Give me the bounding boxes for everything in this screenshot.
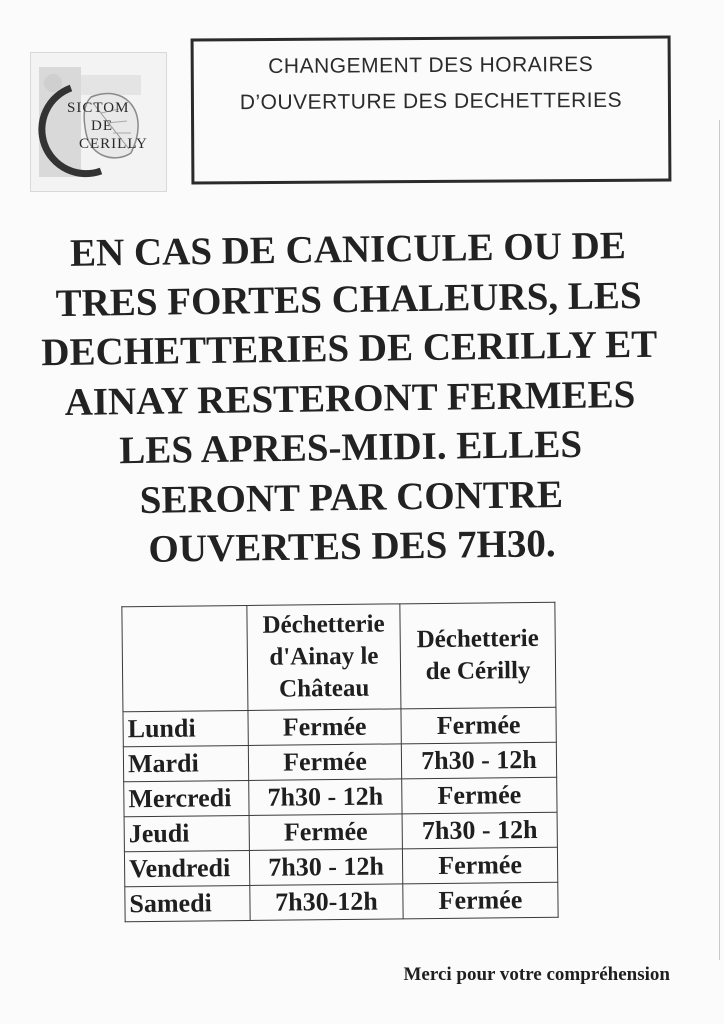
day-cell: Jeudi: [124, 815, 249, 851]
day-cell: Lundi: [123, 710, 248, 746]
cerilly-hours-cell: Fermée: [402, 777, 557, 814]
day-cell: Vendredi: [124, 850, 249, 886]
table-row: [123, 742, 556, 782]
schedule-table-wrapper: [121, 602, 558, 923]
notice-line: EN CAS DE CANICULE OU DE: [69, 224, 627, 275]
ainay-hours-cell: 7h30 - 12h: [249, 779, 402, 816]
cerilly-hours-cell: 7h30 - 12h: [401, 742, 556, 779]
ainay-hours-cell: Fermée: [248, 744, 401, 781]
thanks-message: Merci pour votre compréhension: [403, 964, 670, 985]
ainay-hours-cell: 7h30 - 12h: [249, 849, 402, 886]
day-cell: Mercredi: [124, 780, 249, 816]
header-ainay-line: d'Ainay le: [269, 642, 379, 671]
cerilly-hours-cell: Fermée: [403, 882, 558, 919]
cerilly-hours-cell: 7h30 - 12h: [402, 812, 557, 849]
header-title-line-1: CHANGEMENT DES HORAIRES: [268, 53, 594, 78]
cerilly-hours-cell: Fermée: [401, 707, 556, 744]
ainay-hours-cell: 7h30-12h: [250, 884, 403, 921]
cerilly-hours-cell: Fermée: [402, 847, 557, 884]
header-title-line-2: D’OUVERTURE DES DECHETTERIES: [239, 88, 623, 115]
schedule-table: [121, 602, 558, 923]
logo-text-line-2: DE: [91, 118, 113, 134]
notice-line: TRES FORTES CHALEURS, LES: [55, 273, 642, 325]
table-row: [124, 777, 557, 817]
header-box: [191, 36, 672, 185]
header-ainay: [247, 604, 401, 711]
heatwave-notice: [0, 220, 702, 576]
header-cerilly: [400, 602, 556, 709]
ainay-hours-cell: Fermée: [249, 814, 402, 851]
day-cell: Mardi: [123, 745, 248, 781]
notice-line: DECHETTERIES DE CERILLY ET: [41, 322, 658, 375]
header-cerilly-line: Déchetterie: [416, 624, 539, 654]
notice-line: OUVERTES DES 7H30.: [148, 522, 556, 571]
table-row: [124, 812, 557, 852]
logo-text-line-1: SICTOM: [67, 100, 130, 116]
sictom-logo: [30, 52, 167, 192]
header-corner-cell: [122, 605, 248, 711]
notice-line: AINAY RESTERONT FERMEES: [64, 372, 636, 424]
table-header-row: [122, 602, 556, 712]
day-cell: Samedi: [125, 885, 250, 921]
table-row: [124, 847, 557, 887]
logo-text-line-3: CERILLY: [79, 136, 148, 152]
table-row: [125, 882, 558, 922]
ainay-hours-cell: Fermée: [248, 709, 401, 746]
header-ainay-line: Déchetterie: [262, 610, 385, 639]
header-cerilly-line: de Cérilly: [425, 657, 531, 686]
header-ainay-line: Château: [278, 674, 370, 703]
notice-line: SERONT PAR CONTRE: [139, 472, 564, 522]
table-row: [123, 707, 556, 747]
notice-line: LES APRES-MIDI. ELLES: [119, 422, 583, 473]
page-edge-shadow: [719, 120, 720, 960]
